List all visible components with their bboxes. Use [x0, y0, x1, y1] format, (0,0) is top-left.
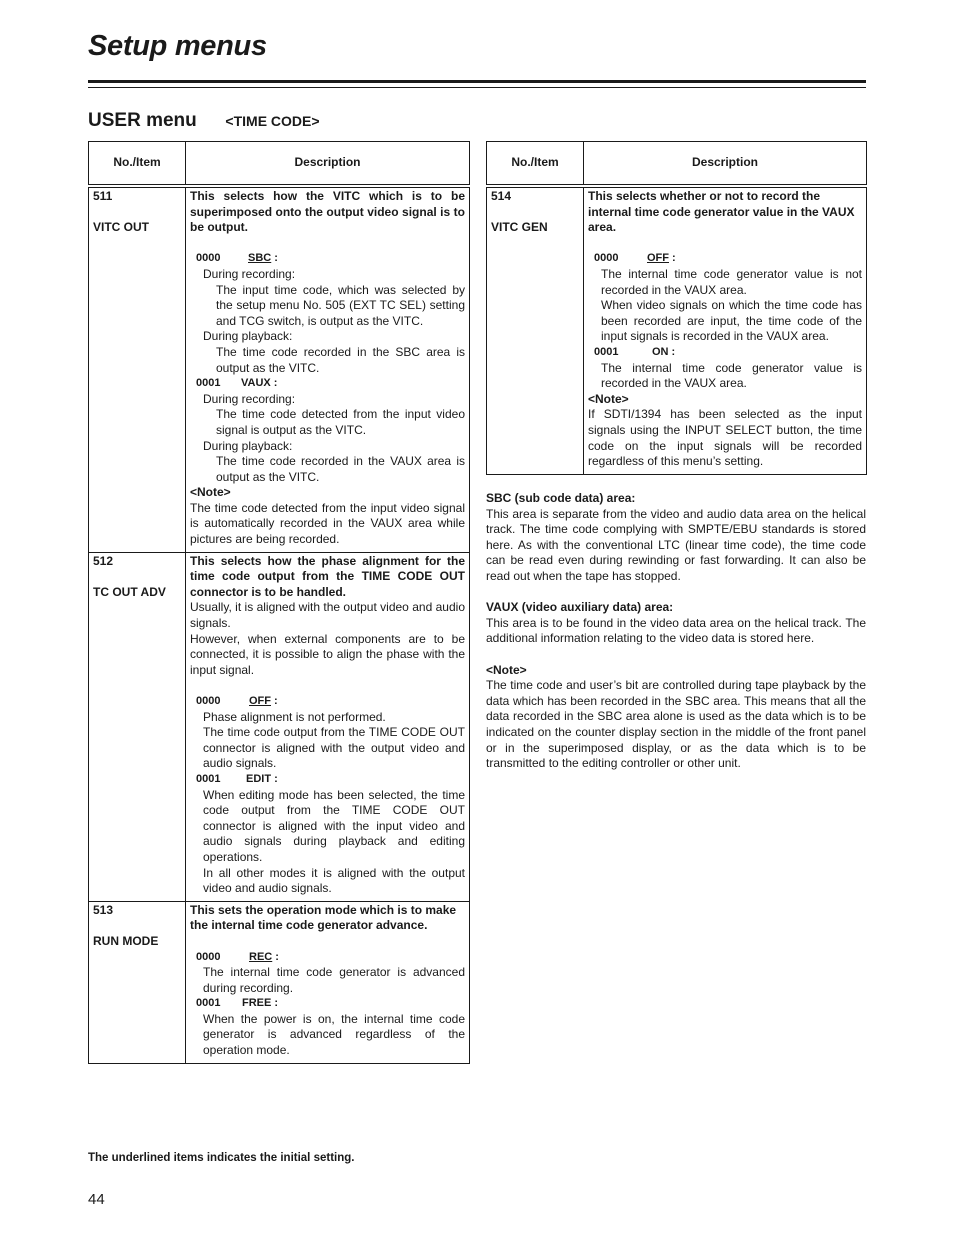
- setting-option: 0001 FREE :: [190, 996, 465, 1012]
- note-label: <Note>: [588, 391, 629, 406]
- note-label: <Note>: [190, 485, 231, 500]
- setting-option: 0000 OFF :: [190, 694, 465, 710]
- item-description: [186, 552, 470, 901]
- setting-name: EDIT: [246, 772, 272, 785]
- sbc-text: This area is separate from the video and audio data area on the helical track. The time code complying with SMPTE/EBU standards is stored here. As with the conventional LTC (linear time code), the time code can be read even during rewinding or fast forwarding. It can also be read out when the tape has stopped.: [486, 506, 866, 583]
- setting-text: The internal time code generator is advanced during recording.: [203, 965, 465, 995]
- setting-text: Phase alignment is not performed.: [203, 709, 386, 724]
- setting-text: When video signals on which the time code has been recorded are input, the time code of the input signals is recorded in the VAUX area.: [601, 298, 862, 344]
- setting-text: The time code detected from the input video signal is output as the VITC.: [216, 407, 465, 437]
- item-intro: This selects how the VITC which is to be superimposed onto the output video signal is to be output.: [190, 189, 465, 235]
- item-number: 514: [491, 189, 512, 203]
- item-name: VITC OUT: [93, 220, 149, 235]
- table-header-row: [487, 142, 867, 187]
- item-number-cell: [487, 186, 584, 474]
- setting-option: 0000 REC :: [190, 950, 465, 966]
- table-header-row: [89, 142, 470, 187]
- setting-text: During recording:: [203, 266, 296, 281]
- item-number-cell: [89, 901, 186, 1063]
- note-text: If SDTI/1394 has been selected as the input signals using the INPUT SELECT button, the time code on the input signals will be recorded regardless of this menu’s setting.: [588, 407, 862, 469]
- setting-code: 0000: [594, 252, 619, 265]
- setting-text: During playback:: [203, 438, 293, 453]
- header-description: Description: [186, 142, 470, 187]
- setting-text: When the power is on, the internal time code generator is advanced regardless of the operation mode.: [203, 1011, 465, 1058]
- setting-code: 0000: [196, 252, 221, 265]
- item-name: TC OUT ADV: [93, 584, 166, 599]
- setting-name-initial: OFF: [249, 695, 271, 707]
- vaux-text: This area is to be found in the video data area on the helical track. The additional information relating to the video data is stored here.: [486, 615, 866, 646]
- area-notes: [486, 491, 866, 772]
- left-menu-table: [88, 141, 470, 1064]
- table-row: [89, 186, 470, 552]
- setting-text: The internal time code generator value is not recorded in the VAUX area.: [601, 266, 862, 297]
- item-paragraph: Usually, it is aligned with the output video and audio signals.: [190, 600, 465, 631]
- item-number: 511: [93, 189, 113, 203]
- setting-name: FREE: [242, 997, 272, 1010]
- item-name: VITC GEN: [491, 220, 548, 235]
- item-number-cell: [89, 186, 186, 552]
- setting-option: 0001 ON :: [588, 345, 862, 361]
- note-text: The time code detected from the input video signal is automatically recorded in the VAUX area while pictures are being recorded.: [190, 500, 465, 547]
- item-name: RUN MODE: [93, 933, 159, 948]
- item-number: 512: [93, 553, 114, 568]
- setting-text: The time code output from the TIME CODE OUT connector is aligned with the output video and audio signals.: [203, 725, 465, 771]
- setting-code: 0000: [196, 695, 221, 707]
- setting-text: The input time code, which was selected by the setup menu No. 505 (EXT TC SEL) setting and TCG switch, is output as the VITC.: [216, 282, 465, 328]
- setting-text: The time code recorded in the VAUX area is output as the VITC.: [216, 454, 465, 484]
- setting-name-initial: REC: [249, 950, 273, 963]
- item-intro: This selects how the phase alignment for the time code output from the TIME CODE OUT connector is to be handled.: [190, 553, 465, 599]
- header-no-item: No./Item: [89, 142, 186, 187]
- vaux-heading: VAUX (video auxiliary data) area:: [486, 600, 674, 615]
- setting-code: 0000: [196, 950, 221, 963]
- setting-name-initial: OFF: [647, 252, 669, 265]
- setting-text: The time code recorded in the SBC area is output as the VITC.: [216, 344, 465, 375]
- header-description: Description: [584, 142, 867, 187]
- setting-option: 0001 VAUX :: [190, 376, 465, 392]
- setting-text: During recording:: [203, 391, 296, 406]
- setting-code: 0001: [196, 377, 221, 390]
- section-title: USER menu: [88, 110, 197, 131]
- setting-text: In all other modes it is aligned with the output video and audio signals.: [203, 865, 465, 896]
- setting-option: 0000 OFF :: [588, 251, 862, 267]
- setting-option: 0000 SBC :: [190, 251, 465, 267]
- note-text: The time code and user’s bit are controlled during tape playback by the data which has been recorded in the SBC area. This means that all the data recorded in the SBC area alone is used as the data which is to be indicated on the counter display section in the middle of the front panel or in the superimposed display, or as the data which is to be transmitted to the editing controller or other unit.: [486, 678, 866, 771]
- item-paragraph: However, when external components are to be connected, it is possible to align the phase with the input signal.: [190, 631, 465, 677]
- setting-code: 0001: [196, 772, 221, 785]
- footer-note: The underlined items indicates the initial setting.: [88, 1152, 355, 1164]
- header-no-item: No./Item: [487, 142, 584, 187]
- section-heading: [88, 105, 320, 133]
- item-description: [186, 186, 470, 552]
- item-number: 513: [93, 902, 114, 917]
- item-intro: This selects whether or not to record the internal time code generator value in the VAUX area.: [588, 189, 855, 235]
- title-rule-thin: [88, 87, 866, 88]
- item-intro: This sets the operation mode which is to make the internal time code generator advance.: [190, 902, 457, 933]
- setting-text: The internal time code generator value is recorded in the VAUX area.: [601, 360, 862, 391]
- page-number: 44: [88, 1191, 105, 1208]
- setting-option: 0001 EDIT :: [190, 772, 465, 788]
- table-row: [89, 552, 470, 901]
- item-description: [584, 186, 867, 474]
- setting-text: During playback:: [203, 329, 293, 344]
- note-heading: <Note>: [486, 662, 527, 677]
- setting-code: 0001: [196, 997, 221, 1010]
- sbc-heading: SBC (sub code data) area:: [486, 491, 636, 505]
- title-rule-thick: [88, 80, 866, 83]
- setting-name-initial: SBC: [248, 252, 272, 265]
- setting-text: When editing mode has been selected, the time code output from the TIME CODE OUT connector is aligned with the input video and audio signals during playback and editing operations.: [203, 787, 465, 864]
- section-subtitle: <TIME CODE>: [225, 113, 320, 129]
- page-title: Setup menus: [88, 30, 267, 62]
- setting-code: 0001: [594, 345, 619, 358]
- right-menu-table: [486, 141, 867, 475]
- table-row: [89, 901, 470, 1063]
- table-row: [487, 186, 867, 474]
- item-number-cell: [89, 552, 186, 901]
- setting-name: ON: [652, 345, 669, 358]
- setting-name: VAUX: [241, 377, 271, 390]
- item-description: [186, 901, 470, 1063]
